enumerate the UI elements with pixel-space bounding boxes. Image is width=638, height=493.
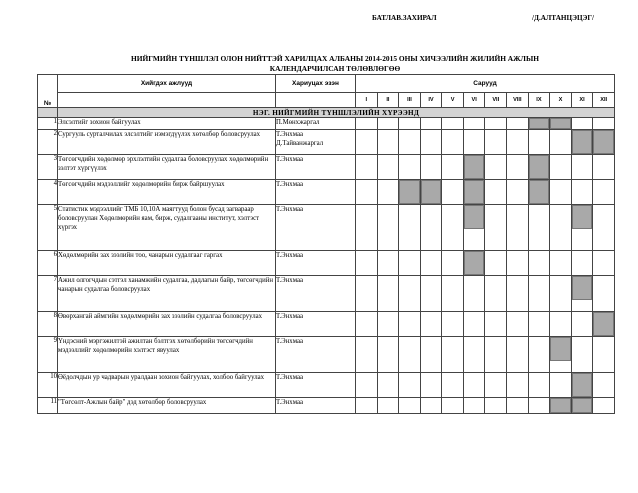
table-row — [38, 398, 615, 414]
month-header: XII — [593, 93, 615, 108]
row-number: 4 — [38, 180, 58, 205]
responsible-cell: Т.Энхмаа — [276, 155, 356, 180]
month-cell — [571, 155, 593, 180]
responsible-cell: Т.Энхмаа — [276, 312, 356, 337]
month-cell — [507, 373, 529, 398]
table-row — [38, 130, 615, 155]
month-header: VII — [485, 93, 507, 108]
month-cell — [485, 180, 507, 205]
activity-cell: Статистик мэдээллийг ТМБ 10,10А маягтууд болон бусад загвараар боловсруулан Хөдөлмөрийн яам, бирж, судалгааны институт, хэлтэст хүргэх — [58, 205, 276, 251]
month-cell — [593, 155, 615, 180]
month-cell — [485, 373, 507, 398]
row-number: 9 — [38, 337, 58, 373]
month-fill — [593, 130, 614, 154]
month-cell — [507, 337, 529, 373]
row-number: 8 — [38, 312, 58, 337]
activity-cell: Сургууль сурталчилах элсэлтийг нэмэгдүүлэх хөтөлбөр боловсруулах — [58, 130, 276, 155]
month-cell — [377, 155, 399, 180]
month-cell — [463, 251, 485, 276]
month-fill — [464, 180, 485, 204]
month-cell — [399, 251, 421, 276]
month-cell — [550, 205, 572, 251]
month-fill — [572, 398, 593, 413]
month-cell — [485, 276, 507, 312]
responsible-cell: Т.Энхмаа — [276, 398, 356, 414]
activity-cell: Үндэсний мэргэжилтэй ажилтан бэлтгэх хөтөлбөрийн төгсөгчдийн мэдээллийг хөдөлмөрийн хэлтэст явуулах — [58, 337, 276, 373]
month-cell — [593, 373, 615, 398]
month-cell — [571, 312, 593, 337]
month-cell — [571, 398, 593, 414]
month-cell — [528, 251, 550, 276]
responsible-cell: П.Мөнхжаргал — [276, 118, 356, 130]
month-cell — [420, 373, 442, 398]
month-cell — [463, 130, 485, 155]
month-cell — [399, 205, 421, 251]
month-cell — [442, 155, 464, 180]
month-cell — [356, 118, 378, 130]
month-cell — [377, 251, 399, 276]
month-cell — [528, 276, 550, 312]
month-cell — [420, 337, 442, 373]
month-header: IV — [420, 93, 442, 108]
month-cell — [442, 251, 464, 276]
month-cell — [356, 373, 378, 398]
month-cell — [571, 373, 593, 398]
approver-name: /Д.АЛТАНЦЭЦЭГ/ — [532, 14, 595, 22]
month-cell — [442, 337, 464, 373]
activity-cell: Төгсөгчдийн хөдөлмөр эрхлэлтийн судалгаа боловсруулах хөдөлмөрийн зэлтэт хүргүүлэх — [58, 155, 276, 180]
month-cell — [399, 398, 421, 414]
month-fill — [572, 276, 593, 300]
month-cell — [507, 118, 529, 130]
month-cell — [485, 155, 507, 180]
column-header-number: № — [38, 75, 58, 108]
month-cell — [485, 118, 507, 130]
month-cell — [593, 118, 615, 130]
activity-cell: Элсэлтийг зохион байгуулах — [58, 118, 276, 130]
row-number: 3 — [38, 155, 58, 180]
column-header-responsible: Хариуцах эзэн — [276, 75, 356, 93]
month-fill — [593, 312, 614, 336]
month-cell — [356, 205, 378, 251]
month-cell — [550, 180, 572, 205]
month-cell — [571, 251, 593, 276]
month-header: X — [550, 93, 572, 108]
month-cell — [420, 251, 442, 276]
month-cell — [550, 251, 572, 276]
responsible-cell: Т.Энхмаа — [276, 180, 356, 205]
month-fill — [550, 337, 571, 361]
month-cell — [485, 251, 507, 276]
month-cell — [399, 276, 421, 312]
month-cell — [528, 337, 550, 373]
row-number: 2 — [38, 130, 58, 155]
month-cell — [528, 118, 550, 130]
month-cell — [399, 373, 421, 398]
month-cell — [377, 312, 399, 337]
month-cell — [463, 373, 485, 398]
responsible-cell: Т.Энхмаа Д.Тайванжаргал — [276, 130, 356, 155]
month-cell — [593, 205, 615, 251]
month-cell — [571, 205, 593, 251]
month-cell — [528, 312, 550, 337]
month-fill — [529, 118, 550, 129]
row-number: 1 — [38, 118, 58, 130]
title-line-2: КАЛЕНДАРЧИЛСАН ТӨЛӨВЛӨГӨӨ — [269, 64, 401, 73]
activity-cell: Төгсөгчдийн мэдээллийг хөдөлмөрийн бирж байршуулах — [58, 180, 276, 205]
month-cell — [507, 180, 529, 205]
month-cell — [593, 312, 615, 337]
row-number: 10 — [38, 373, 58, 398]
month-cell — [442, 312, 464, 337]
month-cell — [377, 118, 399, 130]
plan-table — [37, 74, 615, 414]
month-cell — [571, 276, 593, 312]
month-cell — [356, 337, 378, 373]
row-number: 6 — [38, 251, 58, 276]
month-header: IX — [528, 93, 550, 108]
month-cell — [377, 398, 399, 414]
month-cell — [377, 130, 399, 155]
column-header-activity: Хийгдэх ажлууд — [58, 75, 276, 93]
row-number: 7 — [38, 276, 58, 312]
month-cell — [356, 155, 378, 180]
month-cell — [463, 118, 485, 130]
month-cell — [507, 155, 529, 180]
month-fill — [464, 205, 485, 229]
month-fill — [572, 130, 593, 154]
month-cell — [528, 130, 550, 155]
month-cell — [356, 312, 378, 337]
month-cell — [528, 398, 550, 414]
month-cell — [356, 398, 378, 414]
month-header: II — [377, 93, 399, 108]
month-cell — [528, 373, 550, 398]
table-row — [38, 337, 615, 373]
month-cell — [442, 276, 464, 312]
month-cell — [507, 251, 529, 276]
month-cell — [420, 276, 442, 312]
month-cell — [420, 398, 442, 414]
month-cell — [442, 180, 464, 205]
month-cell — [420, 130, 442, 155]
month-fill — [550, 118, 571, 129]
month-fill — [464, 155, 485, 179]
month-cell — [528, 205, 550, 251]
month-cell — [356, 251, 378, 276]
month-fill — [550, 398, 571, 413]
month-cell — [593, 276, 615, 312]
month-header: XI — [571, 93, 593, 108]
month-cell — [593, 251, 615, 276]
month-cell — [463, 276, 485, 312]
month-cell — [399, 118, 421, 130]
table-row — [38, 312, 615, 337]
month-cell — [377, 373, 399, 398]
month-cell — [593, 130, 615, 155]
month-cell — [356, 276, 378, 312]
month-cell — [377, 180, 399, 205]
month-cell — [550, 337, 572, 373]
row-number: 5 — [38, 205, 58, 251]
month-header: VI — [463, 93, 485, 108]
month-cell — [593, 398, 615, 414]
activity-cell: Ажил олгогчдын сэтгэл ханамжийн судалгаа, дадлагын байр, төгсөгчдийн чанарын судалгаа боловсруулах — [58, 276, 276, 312]
month-cell — [356, 180, 378, 205]
month-cell — [442, 205, 464, 251]
month-cell — [593, 180, 615, 205]
month-cell — [528, 155, 550, 180]
column-header-activity-sub — [58, 93, 276, 108]
month-header: III — [399, 93, 421, 108]
responsible-cell: Т.Энхмаа — [276, 205, 356, 251]
month-cell — [485, 130, 507, 155]
activity-cell: Өёдолчдын ур чадварын уралдаан зохион байгуулах, холбоо байгуулах — [58, 373, 276, 398]
document-title — [50, 54, 620, 74]
responsible-cell: Т.Энхмаа — [276, 251, 356, 276]
approval-label: БАТЛАВ.ЗАХИРАЛ — [372, 14, 437, 22]
month-cell — [550, 398, 572, 414]
table-row — [38, 205, 615, 251]
month-cell — [399, 130, 421, 155]
month-cell — [442, 118, 464, 130]
month-fill — [529, 155, 550, 179]
month-cell — [420, 205, 442, 251]
month-cell — [420, 312, 442, 337]
month-cell — [485, 312, 507, 337]
month-cell — [442, 373, 464, 398]
table-row — [38, 180, 615, 205]
month-header: VIII — [507, 93, 529, 108]
month-cell — [593, 337, 615, 373]
month-header: I — [356, 93, 378, 108]
month-fill — [572, 373, 593, 397]
month-cell — [550, 373, 572, 398]
responsible-cell: Т.Энхмаа — [276, 337, 356, 373]
month-cell — [420, 118, 442, 130]
month-cell — [550, 155, 572, 180]
table-row — [38, 155, 615, 180]
title-line-1: НИЙГМИЙН ТҮНШЛЭЛ ОЛОН НИЙТТЭЙ ХАРИЛЦАХ АЛБАНЫ 2014-2015 ОНЫ ХИЧЭЭЛИЙН ЖИЛИЙН АЖЛЫН — [131, 54, 539, 63]
month-cell — [463, 312, 485, 337]
month-fill — [529, 180, 550, 204]
month-cell — [571, 130, 593, 155]
table-row — [38, 118, 615, 130]
month-header: V — [442, 93, 464, 108]
month-cell — [507, 130, 529, 155]
month-cell — [420, 180, 442, 205]
month-cell — [485, 398, 507, 414]
month-cell — [399, 337, 421, 373]
month-cell — [442, 398, 464, 414]
section-number-cell — [38, 108, 58, 118]
row-number: 11 — [38, 398, 58, 414]
table-row — [38, 276, 615, 312]
activity-cell: Хөдөлмөрийн зах зээлийн тоо, чанарын судалгааг гаргах — [58, 251, 276, 276]
month-cell — [550, 312, 572, 337]
activity-cell: "Төгсөлт-Ажлын байр" дэд хөтөлбөр боловсруулах — [58, 398, 276, 414]
month-cell — [463, 337, 485, 373]
section-title: НЭГ. НИЙГМИЙН ТҮНШЛЭЛИЙН ХҮРЭЭНД — [58, 108, 615, 118]
responsible-cell: Т.Энхмаа — [276, 373, 356, 398]
month-fill — [572, 205, 593, 229]
table-row — [38, 373, 615, 398]
month-cell — [442, 130, 464, 155]
month-cell — [485, 337, 507, 373]
responsible-cell: Т.Энхмаа — [276, 276, 356, 312]
month-cell — [377, 276, 399, 312]
column-header-months: Сарууд — [356, 75, 615, 93]
month-cell — [356, 130, 378, 155]
column-header-responsible-sub — [276, 93, 356, 108]
month-cell — [507, 276, 529, 312]
month-fill — [464, 251, 485, 275]
month-cell — [550, 130, 572, 155]
month-cell — [463, 398, 485, 414]
month-cell — [463, 180, 485, 205]
activity-cell: Өвөрхангай аймгийн хөдөлмөрийн зах зээлийн судалгаа боловсруулах — [58, 312, 276, 337]
month-cell — [377, 337, 399, 373]
table-row — [38, 251, 615, 276]
month-cell — [399, 180, 421, 205]
month-cell — [399, 312, 421, 337]
month-cell — [550, 118, 572, 130]
month-cell — [420, 155, 442, 180]
month-cell — [463, 205, 485, 251]
month-cell — [507, 312, 529, 337]
month-cell — [399, 155, 421, 180]
month-cell — [571, 180, 593, 205]
month-cell — [485, 205, 507, 251]
month-fill — [399, 180, 420, 204]
month-cell — [377, 205, 399, 251]
month-cell — [507, 398, 529, 414]
month-cell — [571, 337, 593, 373]
month-cell — [507, 205, 529, 251]
month-fill — [421, 180, 442, 204]
month-cell — [571, 118, 593, 130]
month-cell — [528, 180, 550, 205]
month-cell — [463, 155, 485, 180]
month-cell — [550, 276, 572, 312]
